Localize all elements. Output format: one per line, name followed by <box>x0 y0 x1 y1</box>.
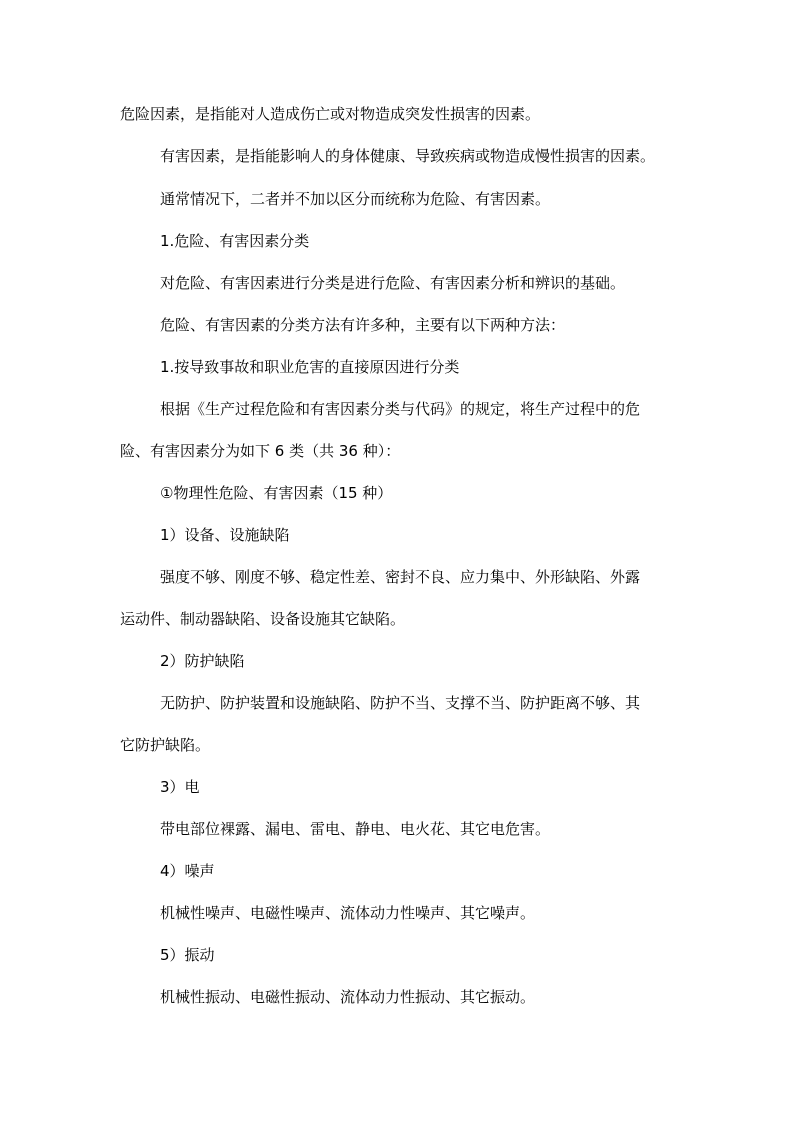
text-line: 无防护、防护装置和设施缺陷、防护不当、支撑不当、防护距离不够、其 <box>160 694 641 712</box>
text-line: 机械性噪声、电磁性噪声、流体动力性噪声、其它噪声。 <box>160 904 536 922</box>
text-line: 通常情况下，二者并不加以区分而统称为危险、有害因素。 <box>160 190 551 208</box>
text-line: 危险因素，是指能对人造成伤亡或对物造成突发性损害的因素。 <box>120 105 541 123</box>
item-heading: 3）电 <box>160 778 200 796</box>
text-line: 机械性振动、电磁性振动、流体动力性振动、其它振动。 <box>160 988 536 1006</box>
section-heading: 1.危险、有害因素分类 <box>160 232 310 250</box>
text-line: 带电部位裸露、漏电、雷电、静电、电火花、其它电危害。 <box>160 820 551 838</box>
text-line: 它防护缺陷。 <box>120 736 211 754</box>
item-heading: 2）防护缺陷 <box>160 652 245 670</box>
text-line: 强度不够、刚度不够、稳定性差、密封不良、应力集中、外形缺陷、外露 <box>160 568 641 586</box>
category-heading: ①物理性危险、有害因素（15 种） <box>160 484 393 502</box>
text-line: 根据《生产过程危险和有害因素分类与代码》的规定，将生产过程中的危 <box>160 400 641 418</box>
subsection-heading: 1.按导致事故和职业危害的直接原因进行分类 <box>160 358 460 376</box>
text-line: 运动件、制动器缺陷、设备设施其它缺陷。 <box>120 610 406 628</box>
item-heading: 4）噪声 <box>160 862 215 880</box>
text-line: 有害因素，是指能影响人的身体健康、导致疾病或物造成慢性损害的因素。 <box>160 147 656 165</box>
text-line: 危险、有害因素的分类方法有许多种，主要有以下两种方法： <box>160 316 566 334</box>
item-heading: 1）设备、设施缺陷 <box>160 526 290 544</box>
item-heading: 5）振动 <box>160 946 215 964</box>
text-line: 险、有害因素分为如下 6 类（共 36 种）： <box>120 442 401 460</box>
text-line: 对危险、有害因素进行分类是进行危险、有害因素分析和辨识的基础。 <box>160 274 626 292</box>
